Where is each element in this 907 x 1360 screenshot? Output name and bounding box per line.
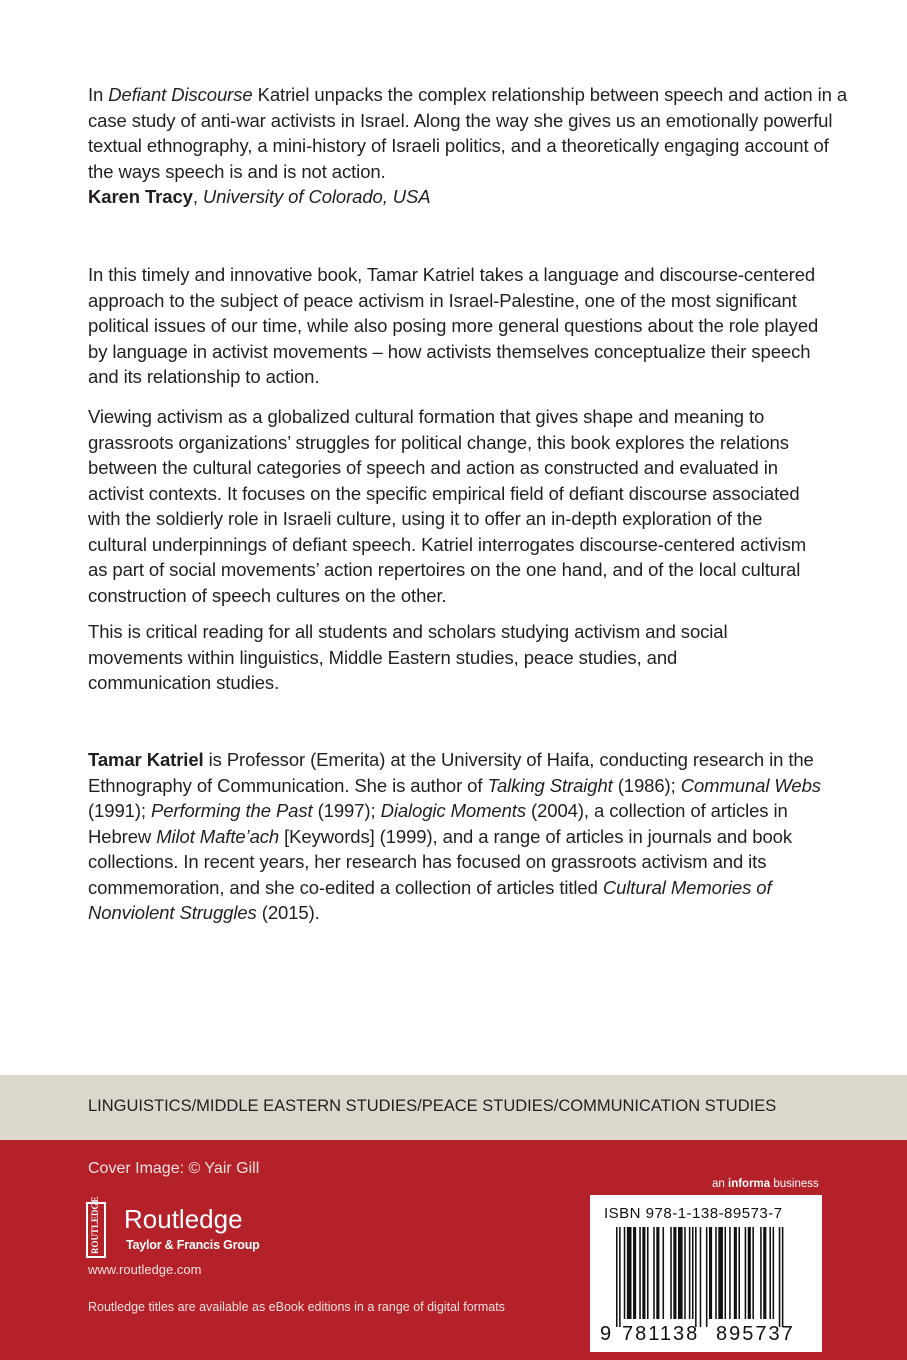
barcode-bar [709, 1227, 712, 1319]
barcode-bar [627, 1227, 632, 1319]
barcode-bar [656, 1227, 659, 1319]
barcode-bar [678, 1227, 683, 1319]
barcode-bar [692, 1227, 694, 1319]
author-name: Tamar Katriel [88, 749, 204, 770]
publisher-website: www.routledge.com [88, 1262, 202, 1277]
barcode-bar [619, 1227, 621, 1327]
routledge-logo [86, 1196, 276, 1260]
barcode-bar [715, 1227, 717, 1319]
barcode-bar [725, 1227, 727, 1319]
routledge-logo-mark: ROUTLEDGE [86, 1202, 106, 1258]
barcode-bar [700, 1227, 702, 1327]
cover-credit: Cover Image: © Yair Gill [88, 1160, 260, 1177]
informa-tagline: an informa business [712, 1178, 819, 1190]
publisher-name: Routledge [124, 1204, 243, 1234]
barcode-digit-lead: 9 [600, 1323, 612, 1345]
barcode-bar [779, 1227, 781, 1327]
barcode-bar [695, 1227, 697, 1327]
endorsement-quote: In Defiant Discourse Katriel unpacks the complex relationship between speech and action in a case study of anti-war activists in Israel. Along the way she gives us an emotionally powerful textual ethnography, a mini-history of Israeli politics, and a theoretically engaging account of the ways speech is and is not action. Karen Tracy, University of Colorado, USA [88, 84, 848, 207]
endorsement-author: Karen Tracy [88, 186, 193, 207]
barcode-graphic [598, 1227, 814, 1345]
barcode-bar [729, 1227, 731, 1319]
barcode-bar [689, 1227, 691, 1319]
publisher-band [0, 1140, 907, 1360]
barcode-bar [718, 1227, 723, 1319]
barcode-bar [642, 1227, 645, 1319]
barcode-bar [773, 1227, 775, 1319]
barcode-bar [647, 1227, 649, 1319]
barcode-bar [706, 1227, 708, 1327]
barcode-bar [763, 1227, 766, 1319]
barcode-digits-right: 895737 [716, 1323, 795, 1345]
barcode-bar [734, 1227, 737, 1319]
barcode-bar [752, 1227, 754, 1319]
barcode-bar [760, 1227, 762, 1319]
description-paragraph-1: In this timely and innovative book, Tamar Katriel takes a language and discourse-centered approach to the subject of peace activism in Israel-Palestine, one of the most significant political issues of our time, while also posing more general questions about the role played by language in activist movements – how activists themselves conceptualize their speech and its relationship to action. [88, 264, 819, 387]
barcode-bar [684, 1227, 686, 1319]
author-bio: Tamar Katriel is Professor (Emerita) at the University of Haifa, conducting research in the Ethnography of Communication. She is author of Talking Straight (1986); Communal Webs (1991); Performing the Past (1997); Dialogic Moments (2004), a collection of articles in Hebrew Milot Mafte’ach [Keywords] (1999), and a range of articles in journals and book collections. In recent years, her research has focused on grassroots activism and its commemoration, and she co-edited a collection of articles titled Cultural Memories of Nonviolent Struggles (2015). [88, 749, 821, 923]
publisher-group: Taylor & Francis Group [126, 1238, 260, 1252]
barcode-bar [670, 1227, 672, 1319]
barcode-bar [624, 1227, 626, 1319]
barcode-bar [639, 1227, 641, 1319]
endorsement-book-title: Defiant Discourse [108, 84, 253, 105]
isbn-number: ISBN 978-1-138-89573-7 [604, 1205, 783, 1222]
barcode-bar [769, 1227, 771, 1319]
barcode-bar [745, 1227, 747, 1319]
subject-band [0, 1075, 907, 1140]
subject-categories: LINGUISTICS/MIDDLE EASTERN STUDIES/PEACE STUDIES/COMMUNICATION STUDIES [88, 1097, 777, 1115]
endorsement-affiliation: University of Colorado, USA [202, 186, 431, 207]
description-paragraph-3: This is critical reading for all students and scholars studying activism and social movements within linguistics, Middle Eastern studies, peace studies, and communication studies. [88, 621, 728, 693]
barcode-digits-left: 781138 [622, 1323, 700, 1345]
barcode-bar [738, 1227, 740, 1319]
barcode-bar [616, 1227, 618, 1327]
barcode-bar [673, 1227, 676, 1319]
barcode-bar [748, 1227, 751, 1319]
description-paragraph-2: Viewing activism as a globalized cultural formation that gives shape and meaning to grassroots organizations’ struggles for political change, this book explores the relations between the cultural categories of speech and action as constructed and evaluated in activist contexts. It focuses on the specific empirical field of defiant discourse associated with the soldierly role in Israeli culture, using it to offer an in-depth exploration of the cultural underpinnings of defiant speech. Katriel interrogates discourse-centered activism as part of social movements’ action repertoires on the one hand, and of the local cultural construction of speech cultures on the other. [88, 406, 807, 606]
barcode-bar [633, 1227, 636, 1319]
barcode-bar [653, 1227, 655, 1319]
ebook-note: Routledge titles are available as eBook editions in a range of digital formats [88, 1300, 505, 1314]
barcode-bar [782, 1227, 784, 1327]
isbn-barcode [590, 1195, 822, 1352]
barcode-bar [663, 1227, 665, 1319]
